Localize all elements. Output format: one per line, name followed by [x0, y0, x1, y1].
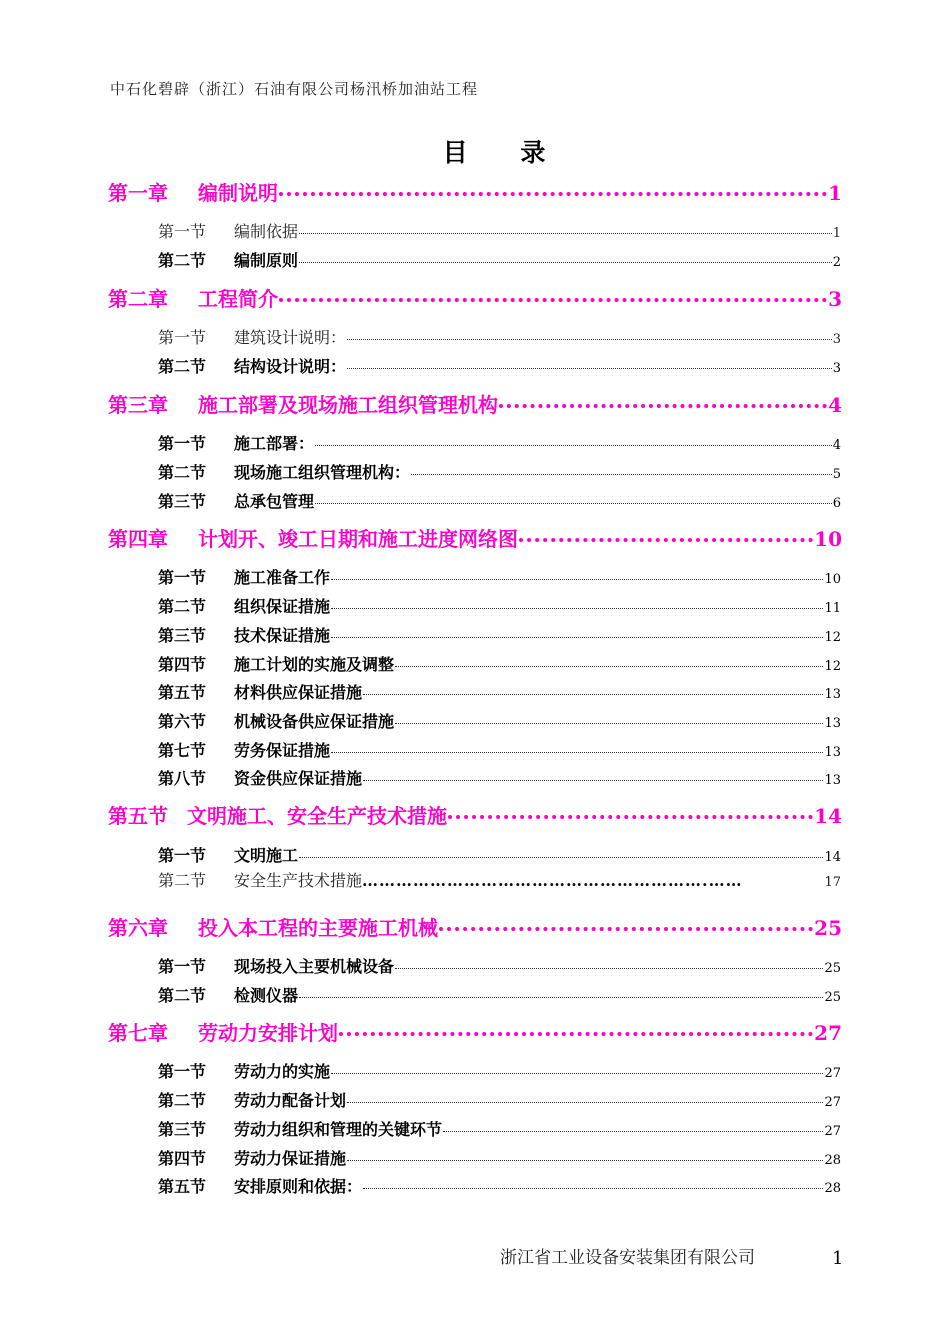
leader-dots — [347, 339, 832, 340]
toc-section-entry[interactable] — [158, 738, 841, 761]
toc-section-entry[interactable] — [158, 954, 841, 977]
toc-section-entry[interactable] — [158, 652, 841, 675]
page-number: 10 — [824, 572, 841, 587]
page-number: 11 — [824, 601, 841, 616]
footer-company: 浙江省工业设备安装集团有限公司 — [500, 1248, 755, 1268]
toc-section-entry[interactable] — [158, 1117, 841, 1140]
section-title: 文明施工 — [234, 846, 299, 865]
page-number: 25 — [824, 961, 841, 976]
section-title: 施工计划的实施及调整 — [234, 655, 395, 674]
page-number: 3 — [828, 287, 842, 311]
leader-dots — [279, 192, 827, 196]
leader-dots — [519, 538, 813, 542]
leader-dots — [439, 927, 813, 931]
toc-section-entry[interactable] — [158, 594, 841, 617]
leader-dots — [331, 1073, 823, 1074]
page-number: 27 — [814, 1021, 842, 1045]
leader-dots — [395, 968, 823, 969]
section-number: 第六节 — [158, 712, 207, 731]
section-title: 劳动力配备计划 — [234, 1091, 347, 1110]
leader-dots — [363, 1188, 823, 1189]
section-number: 第三节 — [158, 626, 207, 645]
chapter-title: 编制说明 — [198, 181, 278, 205]
leader-dots — [299, 997, 823, 998]
toc-chapter-entry[interactable] — [108, 1017, 842, 1046]
toc-section-entry[interactable] — [158, 1088, 841, 1111]
leader-dots — [443, 1131, 823, 1132]
section-title: 机械设备供应保证措施 — [234, 712, 395, 731]
leader-dots — [347, 1160, 823, 1161]
section-number: 第二节 — [158, 1091, 207, 1110]
chapter-title: 工程简介 — [198, 287, 278, 311]
page-number: 2 — [832, 255, 841, 270]
toc-chapter-entry[interactable] — [108, 177, 842, 206]
chapter-title: 文明施工、安全生产技术措施 — [187, 804, 447, 828]
toc-section-entry[interactable] — [158, 354, 841, 377]
page-number: 27 — [824, 1095, 841, 1110]
section-title: 材料供应保证措施 — [234, 683, 363, 702]
section-title: 安全生产技术措施 — [234, 871, 363, 890]
toc-section-entry[interactable] — [158, 983, 841, 1006]
section-number: 第七节 — [158, 741, 207, 760]
leader-dots — [331, 608, 823, 609]
toc-section-entry[interactable] — [158, 709, 841, 732]
chapter-number: 第四章 — [108, 527, 168, 551]
section-title: 技术保证措施 — [234, 626, 331, 645]
section-number: 第一节 — [158, 222, 207, 241]
section-title: 劳动力的实施 — [234, 1062, 331, 1081]
page-number: 13 — [824, 716, 841, 731]
leader-dots — [499, 404, 827, 408]
toc-chapter-entry[interactable] — [108, 389, 842, 418]
section-number: 第一节 — [158, 434, 207, 453]
page-number: 13 — [824, 687, 841, 702]
chapter-number: 第三章 — [108, 393, 168, 417]
toc-section-entry[interactable] — [158, 1059, 841, 1082]
leader-dots — [395, 723, 823, 724]
section-title: 劳动力组织和管理的关键环节 — [234, 1120, 443, 1139]
page-number: 17 — [824, 875, 841, 890]
section-title: 结构设计说明： — [234, 357, 347, 376]
page-number: 1 — [832, 226, 841, 241]
chapter-number: 第一章 — [108, 181, 168, 205]
page-number: 4 — [828, 393, 842, 417]
toc-section-entry[interactable] — [158, 325, 841, 348]
chapter-number: 第五节 — [108, 804, 168, 828]
section-number: 第一节 — [158, 568, 207, 587]
section-number: 第四节 — [158, 1149, 207, 1168]
section-title: 资金供应保证措施 — [234, 769, 363, 788]
section-number: 第二节 — [158, 871, 207, 890]
section-title: 组织保证措施 — [234, 597, 331, 616]
section-title: 总承包管理 — [234, 492, 315, 511]
footer-page-number: 1 — [832, 1248, 844, 1269]
page-number: 5 — [832, 467, 841, 482]
chapter-title: 计划开、竣工日期和施工进度网络图 — [198, 527, 518, 551]
toc-section-entry[interactable] — [158, 1174, 841, 1197]
toc-section-entry[interactable] — [158, 1146, 841, 1169]
section-number: 第三节 — [158, 492, 207, 511]
toc-section-entry[interactable] — [158, 766, 841, 789]
page-number: 12 — [824, 630, 841, 645]
section-number: 第二节 — [158, 251, 207, 270]
section-title: 劳动力保证措施 — [234, 1149, 347, 1168]
leader-dots — [315, 503, 832, 504]
toc-chapter-entry[interactable] — [108, 800, 842, 829]
page-number: 12 — [824, 659, 841, 674]
section-number: 第一节 — [158, 957, 207, 976]
leader-dots — [363, 780, 823, 781]
leader-dots: …………………………………………………….…… — [362, 871, 743, 890]
leader-dots — [363, 694, 823, 695]
page-number: 3 — [832, 332, 841, 347]
leader-dots — [299, 857, 823, 858]
chapter-number: 第六章 — [108, 916, 168, 940]
page-number: 25 — [814, 916, 842, 940]
toc-chapter-entry[interactable] — [108, 912, 842, 941]
section-number: 第三节 — [158, 1120, 207, 1139]
chapter-number: 第二章 — [108, 287, 168, 311]
section-title: 建筑设计说明： — [234, 328, 347, 347]
section-title: 现场施工组织管理机构： — [234, 463, 411, 482]
page-number: 14 — [824, 850, 841, 865]
section-title: 编制依据 — [234, 222, 299, 241]
chapter-number: 第七章 — [108, 1021, 168, 1045]
leader-dots — [331, 637, 823, 638]
leader-dots — [279, 298, 827, 302]
section-number: 第二节 — [158, 597, 207, 616]
leader-dots — [299, 262, 832, 263]
section-number: 第五节 — [158, 1177, 207, 1196]
section-number: 第八节 — [158, 769, 207, 788]
toc-section-entry[interactable] — [158, 248, 841, 271]
toc-section-entry[interactable] — [158, 680, 841, 703]
leader-dots — [411, 474, 832, 475]
section-number: 第一节 — [158, 846, 207, 865]
page-number: 4 — [832, 438, 841, 453]
leader-dots — [448, 815, 813, 819]
leader-dots — [347, 1102, 823, 1103]
page-number: 27 — [824, 1066, 841, 1081]
toc-chapter-entry[interactable] — [108, 283, 842, 312]
chapter-title: 施工部署及现场施工组织管理机构 — [198, 393, 498, 417]
toc-section-entry[interactable] — [158, 489, 841, 512]
toc-chapter-entry[interactable] — [108, 523, 842, 552]
page-number: 28 — [824, 1153, 841, 1168]
page-number: 6 — [832, 496, 841, 511]
document-header: 中石化碧辟（浙江）石油有限公司杨汛桥加油站工程 — [110, 80, 479, 98]
section-number: 第四节 — [158, 655, 207, 674]
toc-title: 目 录 — [442, 138, 568, 167]
section-title: 安排原则和依据： — [234, 1177, 363, 1196]
page-number: 10 — [814, 527, 842, 551]
leader-dots — [347, 368, 832, 369]
page-number: 13 — [824, 773, 841, 788]
toc-section-entry[interactable] — [158, 565, 841, 588]
leader-dots — [331, 579, 823, 580]
page-number: 25 — [824, 990, 841, 1005]
section-number: 第五节 — [158, 683, 207, 702]
page-number: 3 — [832, 361, 841, 376]
section-number: 第二节 — [158, 357, 207, 376]
toc-section-entry[interactable] — [158, 219, 841, 242]
section-title: 现场投入主要机械设备 — [234, 957, 395, 976]
toc-section-entry[interactable] — [158, 623, 841, 646]
section-number: 第一节 — [158, 1062, 207, 1081]
leader-dots — [315, 445, 832, 446]
section-number: 第一节 — [158, 328, 207, 347]
chapter-title: 劳动力安排计划 — [198, 1021, 338, 1045]
page-number: 27 — [824, 1124, 841, 1139]
toc-section-entry[interactable] — [158, 868, 841, 891]
page-number: 14 — [814, 804, 842, 828]
leader-dots — [395, 666, 823, 667]
page-number: 28 — [824, 1181, 841, 1196]
section-title: 编制原则 — [234, 251, 299, 270]
leader-dots — [299, 233, 832, 234]
page-number: 13 — [824, 745, 841, 760]
page-number: 1 — [828, 181, 842, 205]
section-number: 第二节 — [158, 463, 207, 482]
section-title: 劳务保证措施 — [234, 741, 331, 760]
toc-section-entry[interactable] — [158, 460, 841, 483]
leader-dots — [339, 1032, 813, 1036]
toc-section-entry[interactable] — [158, 431, 841, 454]
section-title: 施工准备工作 — [234, 568, 331, 587]
toc-section-entry[interactable] — [158, 843, 841, 866]
chapter-title: 投入本工程的主要施工机械 — [198, 916, 438, 940]
section-number: 第二节 — [158, 986, 207, 1005]
leader-dots — [331, 752, 823, 753]
section-title: 检测仪器 — [234, 986, 299, 1005]
section-title: 施工部署： — [234, 434, 315, 453]
